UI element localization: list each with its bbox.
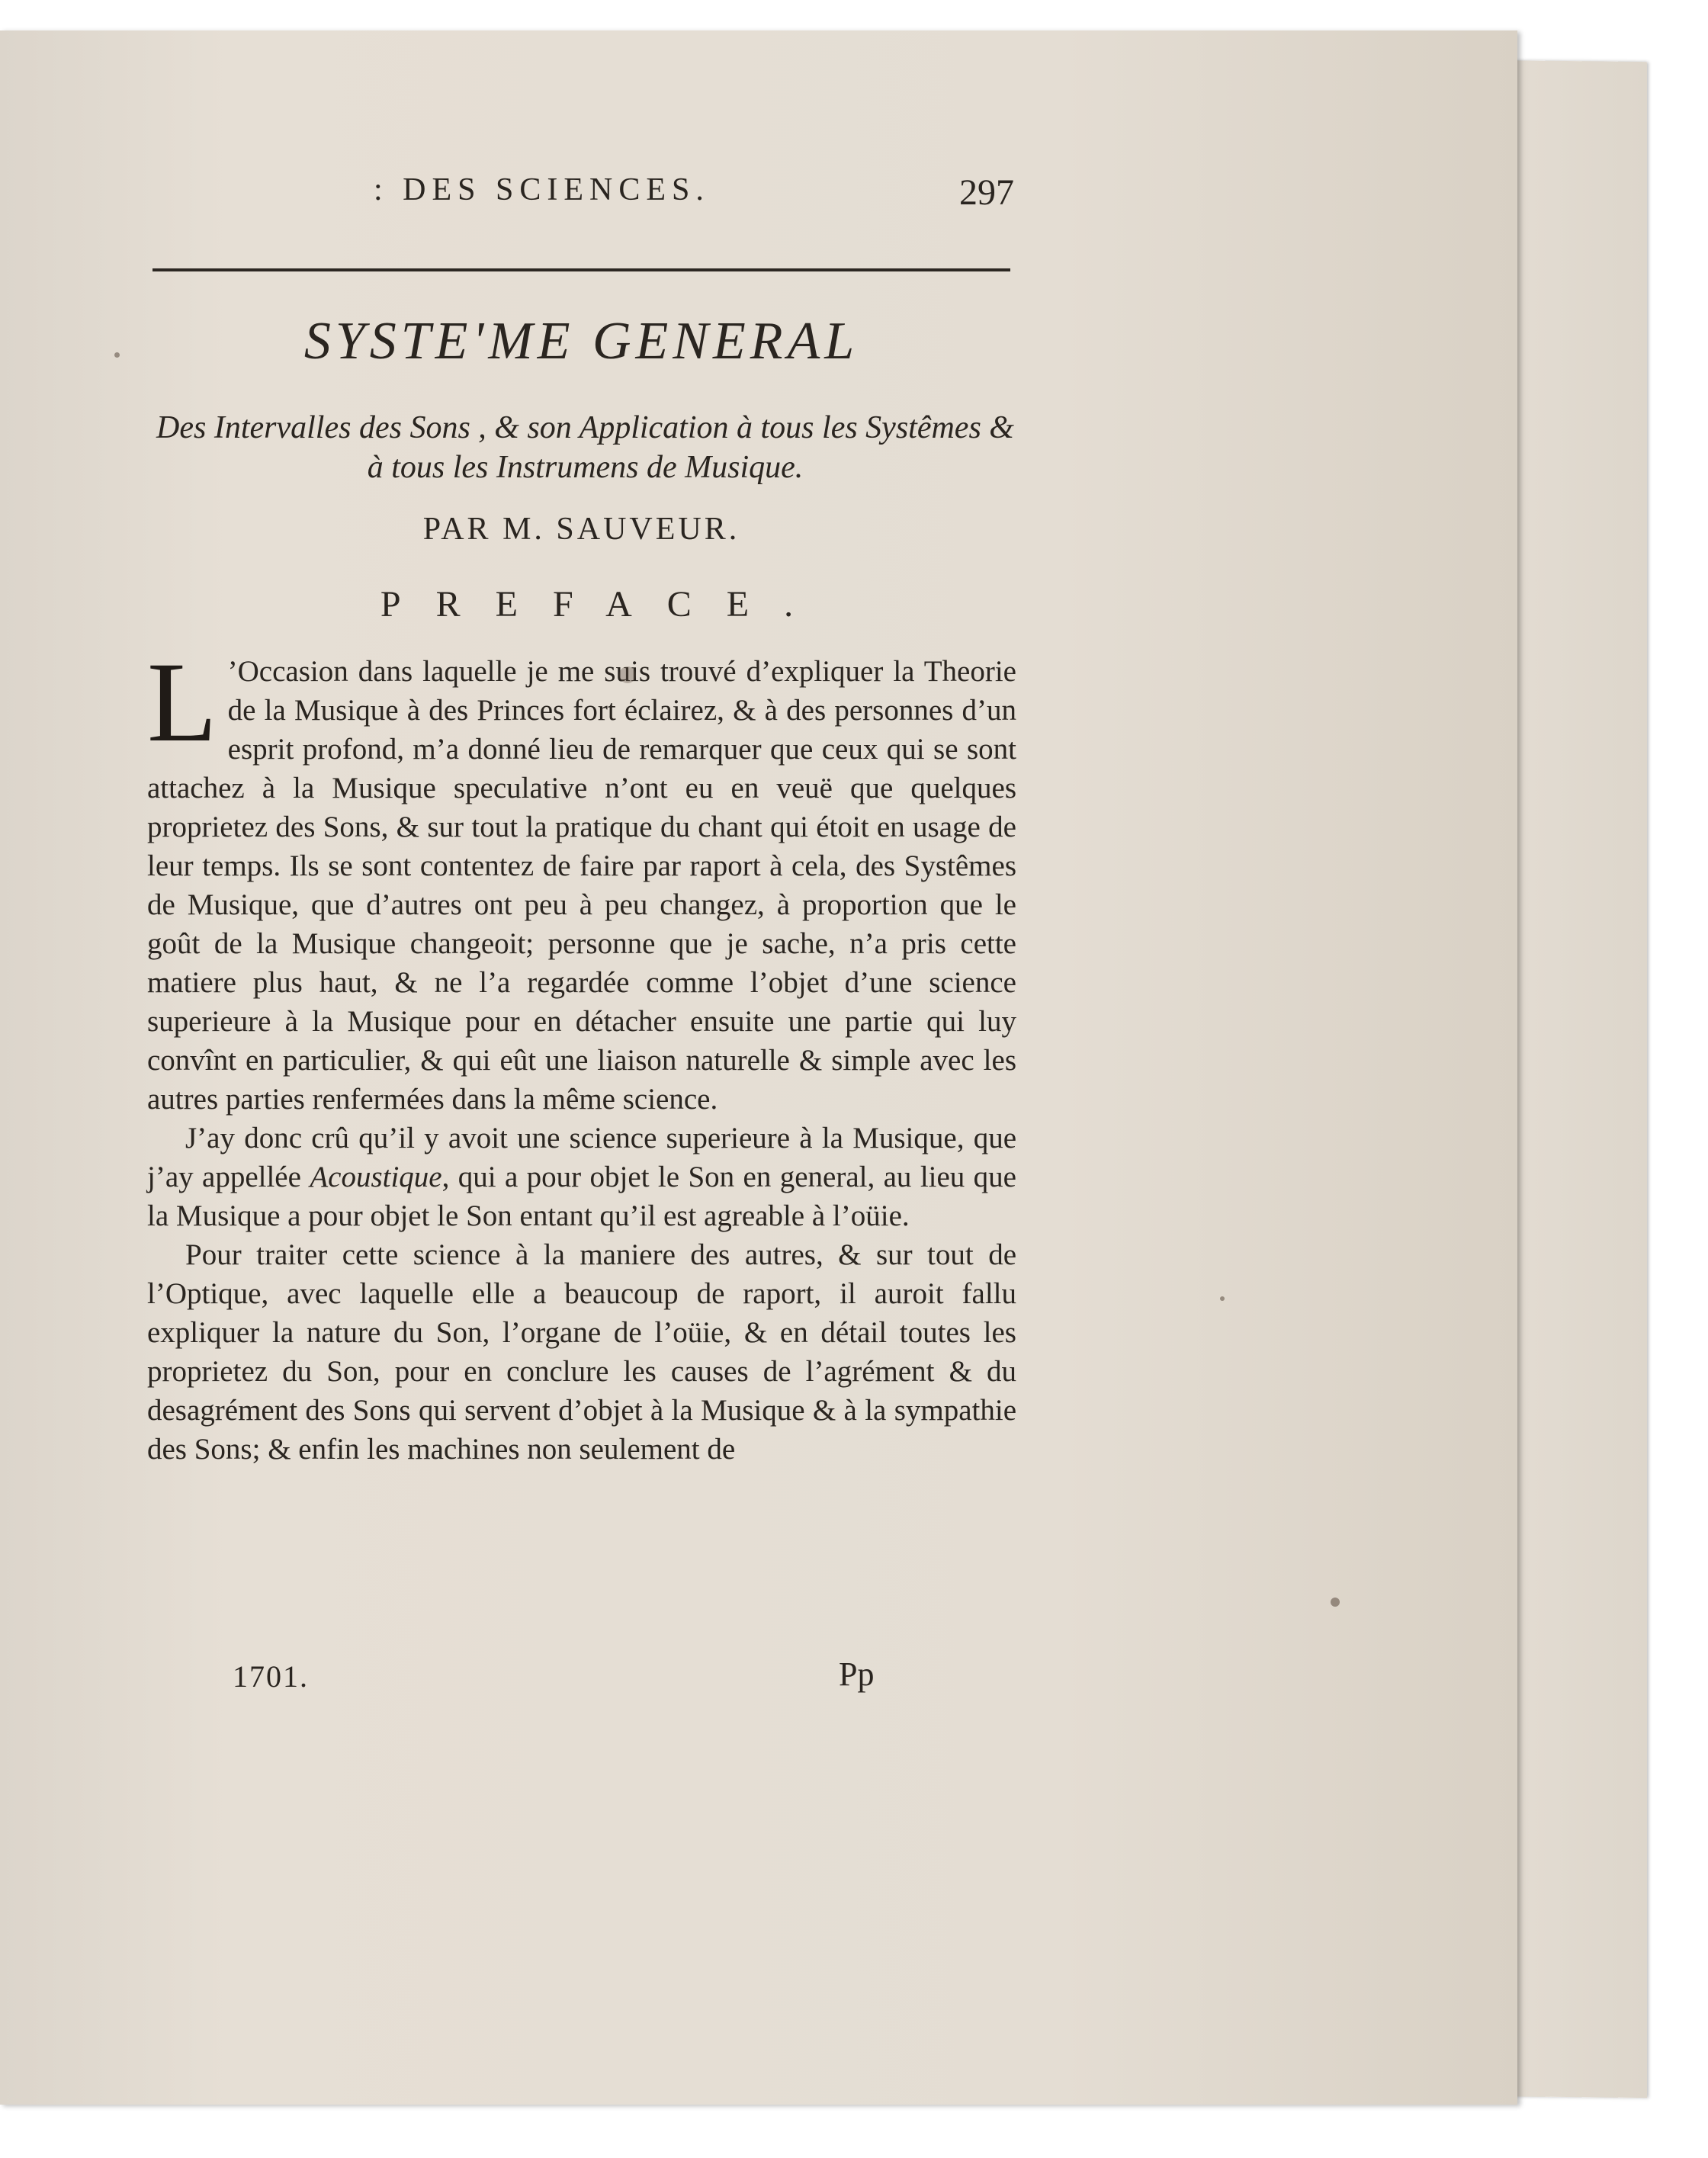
- paragraph-1-text: ’Occasion dans laquelle je me suis trouvé d’expliquer la Theorie de la Musique à des Princes fort éclairez, & à des personnes d’un esprit profond, m’a donné lieu de remarquer que ceux qui se sont attachez à la Musique speculative n’ont eu en veuë que quelques proprietez des Sons, & sur tout la pratique du chant qui étoit en usage de leur temps. Ils se sont contentez de faire par raport à cela, des Systêmes de Musique, que d’autres ont peu à peu changez, à proportion que le goût de la Musique changeoit; personne que je sache, n’a pris cette matiere plus haut, & ne l’a regardée comme l’objet d’une science superieure à la Musique pour en détacher ensuite une partie qui luy convînt en particulier, & qui eût une liaison naturelle & simple avec les autres parties renfermées dans la même science.: [147, 655, 1016, 1116]
- footer-year: 1701.: [233, 1659, 309, 1694]
- section-heading: PREFACE.: [380, 584, 829, 625]
- running-head: [152, 172, 1014, 217]
- foxing-spot: [114, 352, 120, 358]
- page-number: 297: [959, 172, 1014, 213]
- paragraph-3: [147, 1235, 1016, 1469]
- body-text: [147, 639, 1016, 1469]
- article-subtitle: Des Intervalles des Sons , & son Application à tous les Systêmes & à tous les Instrumens de Musique.: [156, 410, 1014, 485]
- author-line: PAR M. SAUVEUR.: [422, 512, 740, 547]
- foxing-spot: [1331, 1598, 1340, 1607]
- paragraph-1: [147, 639, 1016, 1119]
- foxing-spot: [1220, 1296, 1225, 1301]
- running-title: : DES SCIENCES.: [374, 172, 710, 207]
- paragraph-2: [147, 1119, 1016, 1235]
- paragraph-2-text-a: J’ay donc crû qu’il y avoit une science superieure à la Musique, que j’ay appellée: [147, 1122, 1016, 1193]
- drop-cap: L: [147, 639, 217, 766]
- paragraph-2-text-b: , qui a pour objet le Son en general, au lieu que la Musique a pour objet le Son entant qu’il est agreable à l’oüie.: [147, 1161, 1016, 1232]
- signature-mark: Pp: [839, 1655, 875, 1693]
- header-rule: [152, 268, 1010, 271]
- foxing-spot: [619, 666, 636, 683]
- paragraph-3-text: Pour traiter cette science à la maniere des autres, & sur tout de l’Optique, avec laquelle elle a beaucoup de raport, il auroit fallu expliquer la nature du Son, l’organe de l’oüie, & en détail toutes les proprietez du Son, pour en conclure les causes de l’agrément & du desagrément des Sons qui servent d’objet à la Musique & à la sympathie des Sons; & enfin les machines non seulement de: [147, 1238, 1016, 1466]
- italic-term: Acoustique: [310, 1161, 442, 1193]
- article-title: SYSTE'ME GENERAL: [303, 312, 859, 371]
